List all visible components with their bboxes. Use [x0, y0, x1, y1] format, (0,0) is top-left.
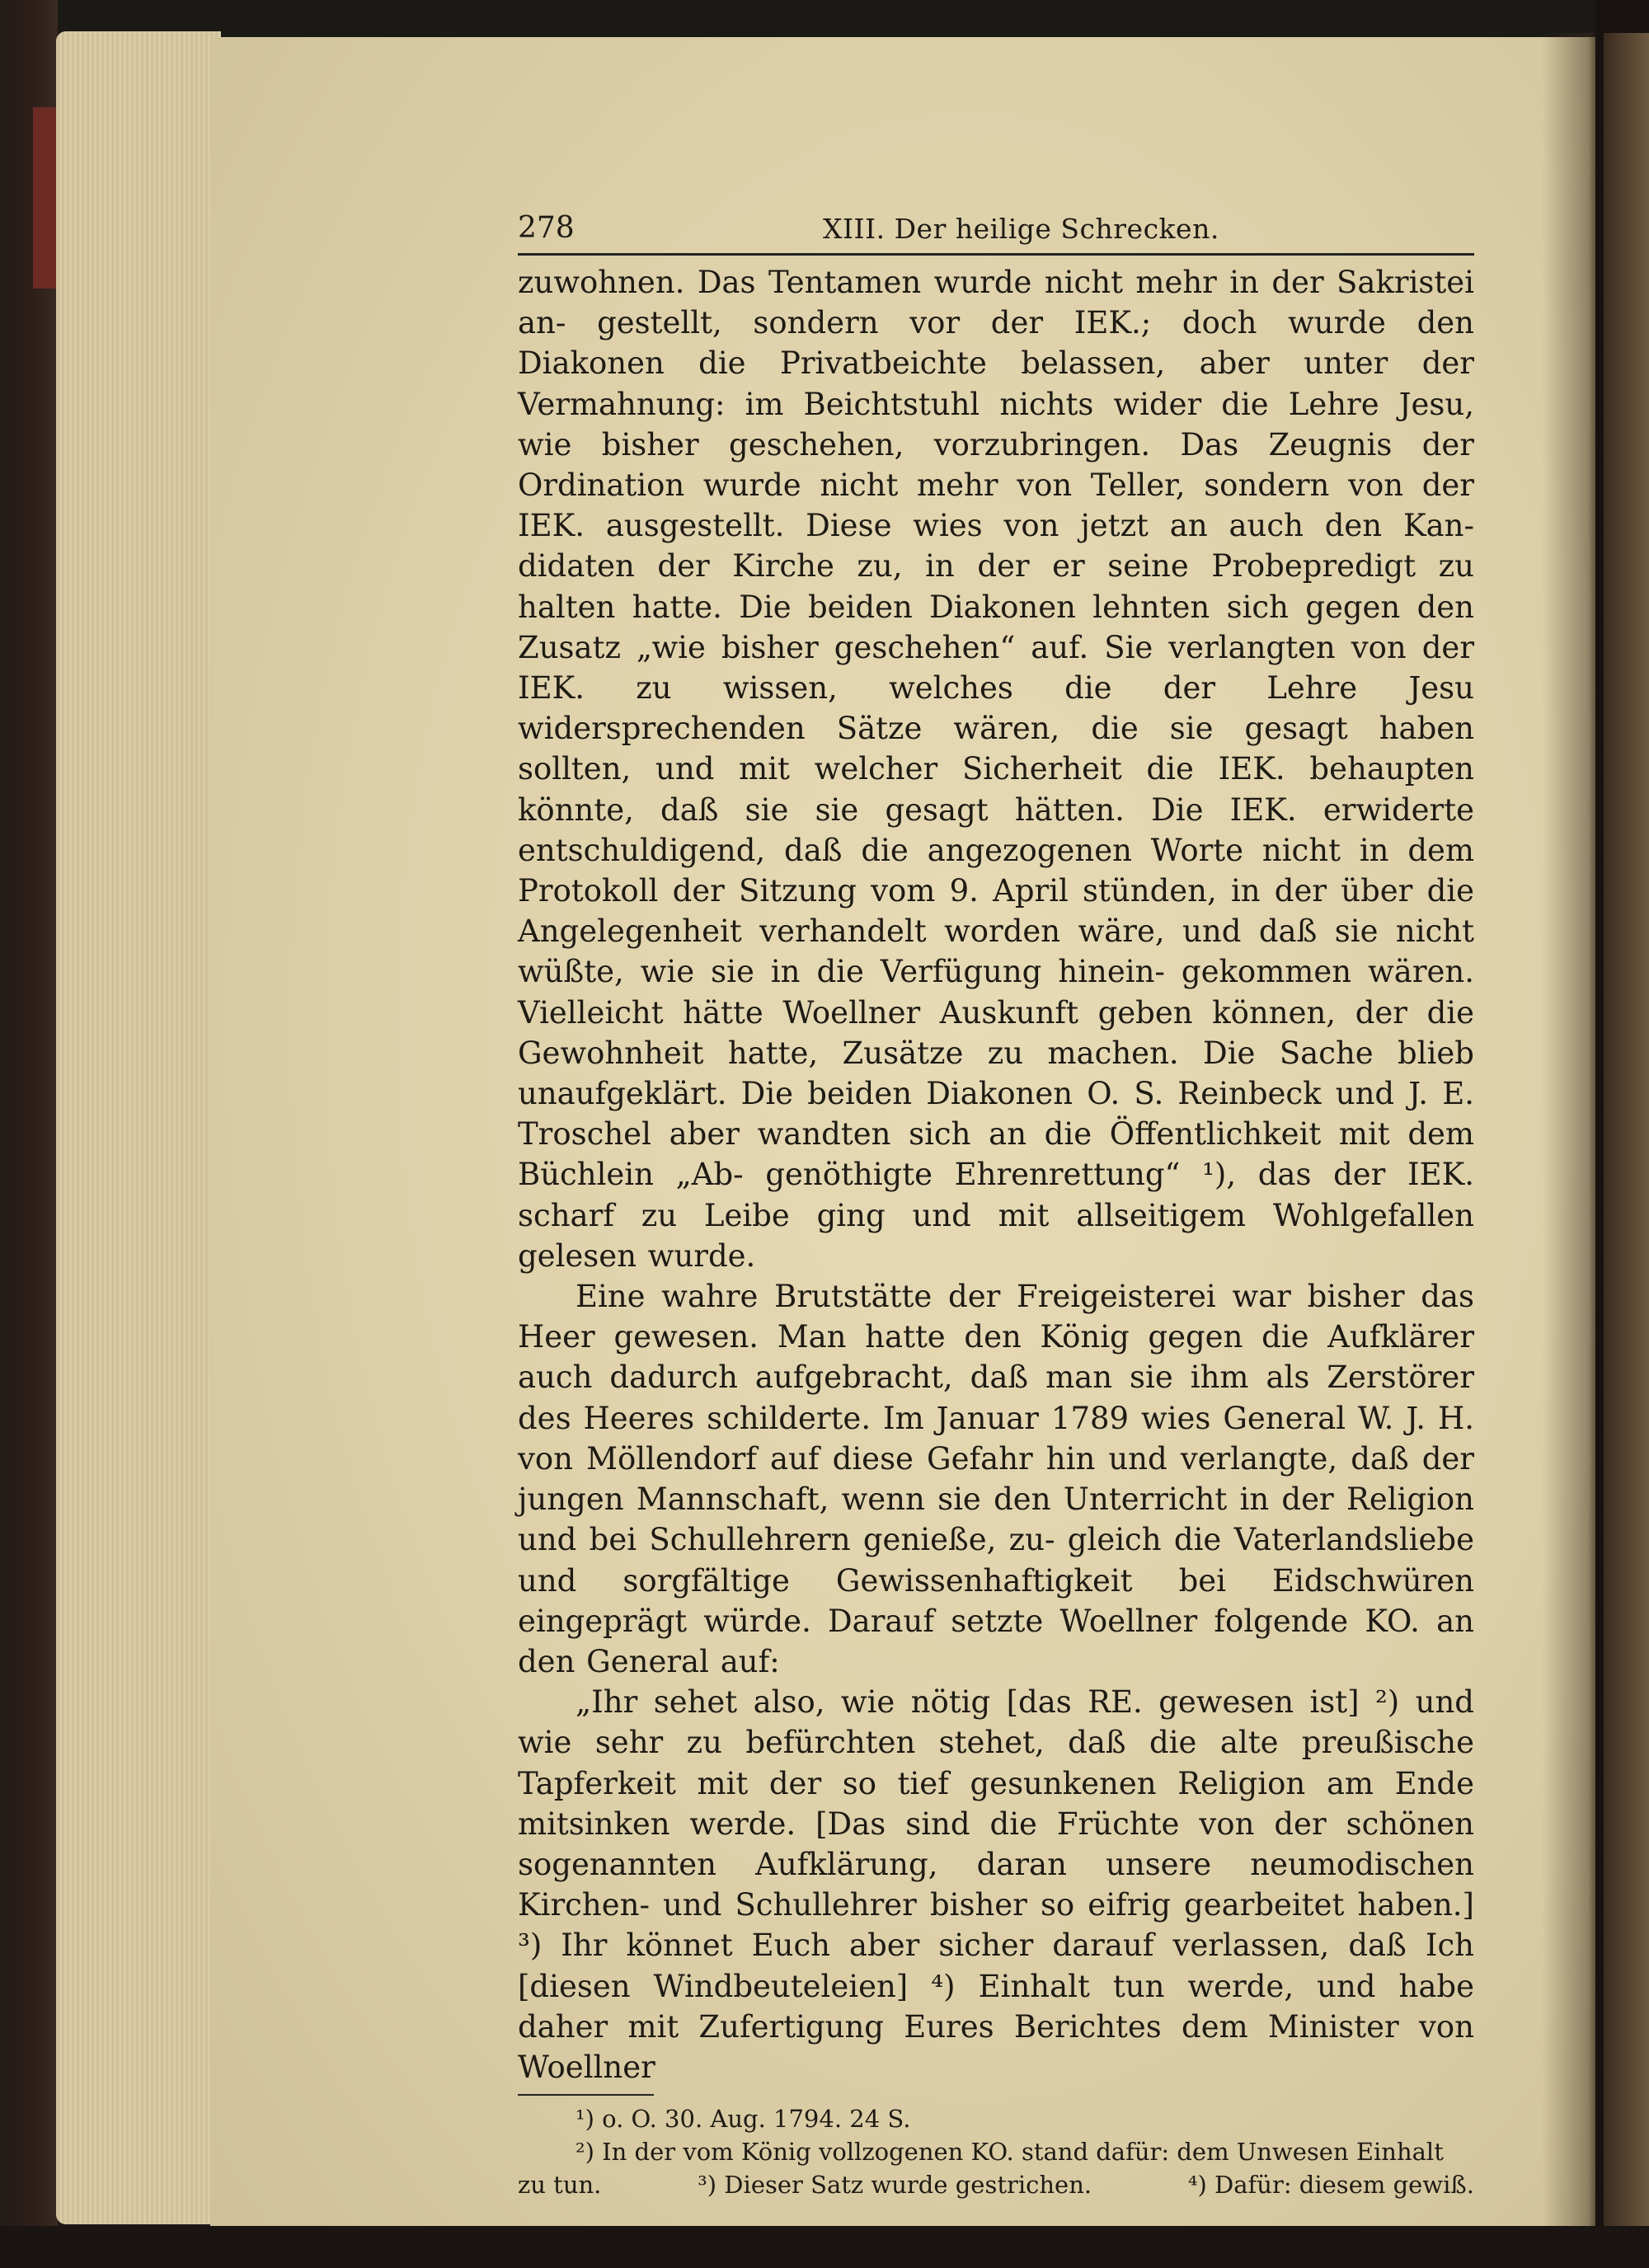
text-line: Im Januar 1789 wies General W. J. H. von Möllendorf auf diese — [518, 1400, 1475, 1477]
text-line: daß die angezogenen Worte nicht in dem Protokoll der Sitzung vom — [518, 832, 1474, 909]
text-line: unaufgeklärt. Die beiden Diakonen O. S. Reinbeck und J. E. Troschel — [518, 1076, 1474, 1153]
paragraph-2 — [518, 1276, 1474, 1682]
footnote-4: ⁴) Dafür: diesem gewiß. — [1187, 2171, 1474, 2200]
text-line: der die Gewohnheit hatte, Zusätze zu machen. Die Sache blieb — [518, 994, 1475, 1071]
text-line: gleich die Vaterlandsliebe und sorgfältige Gewissenhaftigkeit bei — [518, 1522, 1474, 1599]
next-page-edge — [1604, 33, 1649, 2226]
footnote-rule — [518, 2094, 654, 2096]
page-stack-edges — [56, 31, 221, 2224]
text-line: sehr zu befürchten stehet, daß die alte preußische Tapferkeit mit — [518, 1725, 1474, 1801]
text-line: gearbeitet haben.] ³) Ihr könnet Euch aber sicher darauf verlassen, — [518, 1887, 1474, 1964]
quote-paragraph — [518, 1682, 1474, 2087]
text-line: bisher geschehen“ auf. Sie verlangten von der IEK. zu wissen, — [518, 629, 1474, 707]
cover-red-edge — [33, 107, 58, 289]
text-line: genöthigte Ehrenrettung“ ¹), das der IEK. scharf zu Leibe ging und — [518, 1157, 1474, 1233]
page-content — [518, 210, 1474, 2201]
text-line: daß Ich [diesen Windbeuteleien] ⁴) Einhalt tun werde, und habe — [518, 1928, 1475, 2004]
text-line: mit allseitigem Wohlgefallen gelesen wurde. — [518, 1197, 1475, 1274]
text-line: welches die der Lehre Jesu widersprechenden Sätze wären, die sie — [518, 670, 1474, 747]
text-line: der so tief gesunkenen Religion am Ende mitsinken werde. [Das — [518, 1765, 1475, 1842]
gutter-shadow — [1542, 33, 1600, 2234]
text-line: aber wandten sich an die Öffentlichkeit mit dem Büchlein „Ab- — [518, 1116, 1475, 1193]
text-line: sind die Früchte von der schönen sogenannten Aufklärung, daran — [518, 1805, 1474, 1882]
text-line: zuwohnen. Das Tentamen wurde nicht mehr in der Sakristei an- — [518, 265, 1474, 341]
text-line: Das Zeugnis der Ordination wurde nicht mehr von Teller, sondern — [518, 426, 1474, 504]
footnote-row — [518, 2168, 1474, 2201]
text-line: unsere neumodischen Kirchen- und Schullehrer bisher so eifrig — [518, 1846, 1474, 1923]
text-line: gekommen wären. Vielleicht hätte Woellner Auskunft geben können, — [518, 954, 1474, 1031]
text-line: 9. April stünden, in der über die Angelegenheit verhandelt worden — [518, 873, 1474, 950]
text-line: wäre, und daß sie nicht wüßte, wie sie in die Verfügung hinein- — [518, 913, 1474, 990]
footnote-3: ³) Dieser Satz wurde gestrichen. — [698, 2171, 1092, 2200]
footnotes — [518, 2094, 1474, 2201]
text-line: Eidschwüren eingeprägt würde. Darauf setzte Woellner folgende — [518, 1562, 1474, 1639]
text-line: gewesen. Man hatte den König gegen die Aufklärer auch dadurch — [518, 1319, 1475, 1396]
text-line: Gefahr hin und verlangte, daß der jungen Mannschaft, wenn sie — [518, 1440, 1474, 1518]
footnote-1: ¹) o. O. 30. Aug. 1794. 24 S. — [576, 2105, 911, 2134]
text-line: könnte, daß sie sie gesagt hätten. Die IEK. erwiderte entschuldigend, — [518, 791, 1474, 868]
text-line: gestellt, sondern vor der IEK.; doch wurde den Diakonen die — [518, 305, 1474, 382]
text-line: didaten der Kirche zu, in der er seine Probepredigt zu halten — [518, 548, 1474, 625]
body-text — [518, 262, 1474, 2087]
text-line: KO. an den General auf: — [518, 1603, 1474, 1679]
text-line: Privatbeichte belassen, aber unter der Vermahnung: im Beichtstuhl — [518, 345, 1474, 422]
text-line: Eine wahre Brutstätte der Freigeisterei war bisher das Heer — [518, 1279, 1474, 1355]
paragraph-1 — [518, 262, 1474, 1276]
footnote-2-cont: zu tun. — [518, 2171, 602, 2200]
book-cover-left — [0, 0, 58, 2268]
text-line: aufgebracht, daß man sie ihm als Zerstörer des Heeres schilderte. — [518, 1359, 1475, 1436]
text-line: daher mit Zufertigung Eures Berichtes dem Minister von Woellner — [518, 2008, 1474, 2085]
text-line: gesagt haben sollten, und mit welcher Sicherheit die IEK. behaupten — [518, 711, 1474, 787]
text-line: den Unterricht in der Religion und bei Schullehrern genieße, zu- — [518, 1481, 1475, 1558]
text-line: hatte. Die beiden Diakonen lehnten sich gegen den Zusatz „wie — [518, 589, 1474, 665]
footnote-2: ²) In der vom König vollzogenen KO. stand dafür: dem Unwesen Einhalt — [576, 2138, 1444, 2167]
page-header — [518, 210, 1474, 256]
page-number: 278 — [518, 211, 575, 245]
text-line: „Ihr sehet also, wie nötig [das RE. gewesen ist] ²) und wie — [518, 1684, 1474, 1761]
bottom-backdrop — [0, 2226, 1649, 2268]
text-line: von der IEK. ausgestellt. Diese wies von jetzt an auch den Kan- — [518, 467, 1474, 544]
text-line: nichts wider die Lehre Jesu, wie bisher geschehen, vorzubringen. — [518, 386, 1474, 463]
running-title: XIII. Der heilige Schrecken. — [823, 213, 1219, 245]
